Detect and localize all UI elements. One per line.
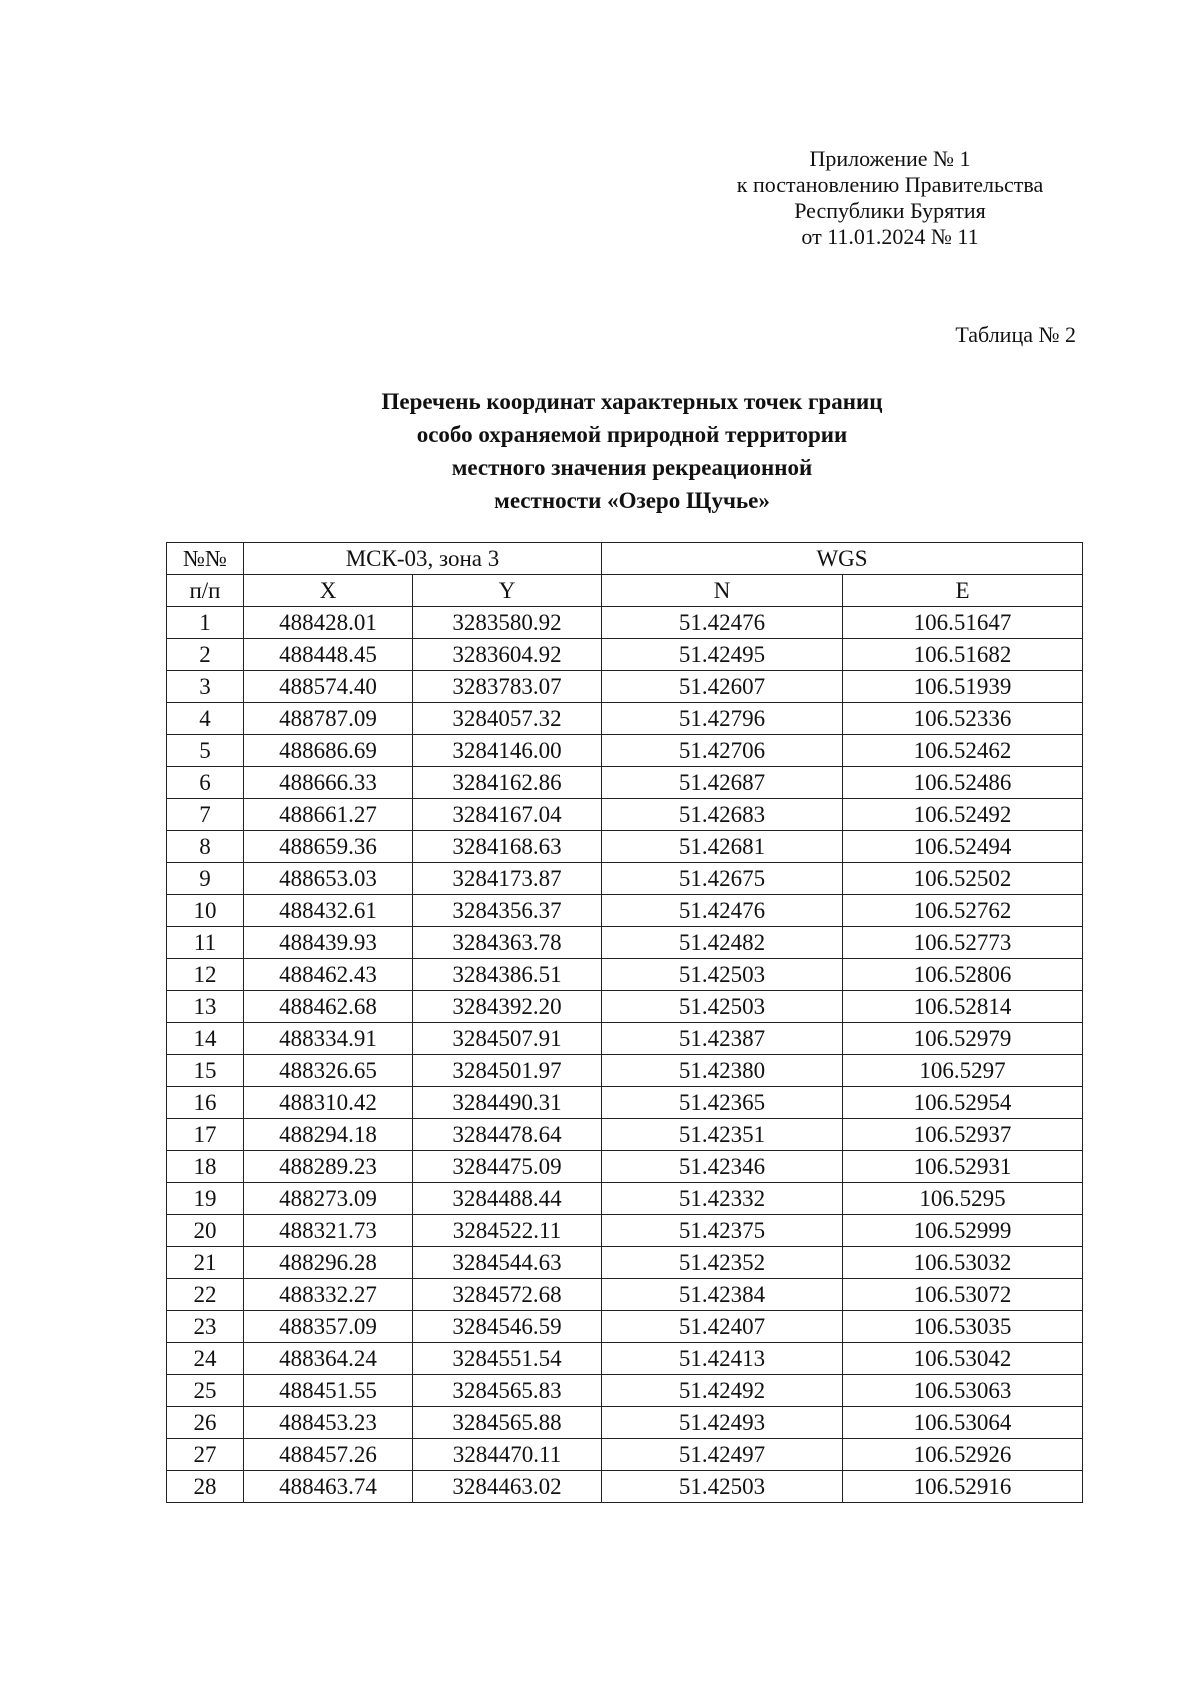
cell-y: 3284546.59 [413,1311,602,1343]
cell-n: 51.42796 [602,703,843,735]
cell-y: 3283580.92 [413,607,602,639]
cell-n: 51.42387 [602,1023,843,1055]
cell-x: 488310.42 [244,1087,413,1119]
cell-n: 51.42482 [602,927,843,959]
cell-x: 488653.03 [244,863,413,895]
cell-y: 3284463.02 [413,1471,602,1503]
cell-y: 3284167.04 [413,799,602,831]
table-row [167,1151,1083,1183]
coordinates-table [166,542,1083,1503]
cell-n: 51.42495 [602,639,843,671]
cell-number: 19 [167,1183,244,1215]
table-row [167,1215,1083,1247]
cell-x: 488364.24 [244,1343,413,1375]
appendix-line: Республики Бурятия [794,198,986,223]
cell-number: 8 [167,831,244,863]
cell-y: 3284565.83 [413,1375,602,1407]
cell-number: 25 [167,1375,244,1407]
cell-y: 3284551.54 [413,1343,602,1375]
table-row [167,895,1083,927]
title-line: Перечень координат характерных точек границ [381,389,883,414]
table-row [167,959,1083,991]
cell-n: 51.42493 [602,1407,843,1439]
cell-x: 488457.26 [244,1439,413,1471]
cell-y: 3284173.87 [413,863,602,895]
cell-n: 51.42503 [602,991,843,1023]
table-row [167,639,1083,671]
cell-y: 3284501.97 [413,1055,602,1087]
cell-number: 15 [167,1055,244,1087]
cell-e: 106.53035 [843,1311,1083,1343]
table-header [167,543,1083,607]
table-number-label: Таблица № 2 [955,322,1076,347]
cell-x: 488787.09 [244,703,413,735]
title-line: местного значения рекреационной [451,455,813,480]
cell-number: 21 [167,1247,244,1279]
cell-e: 106.52773 [843,927,1083,959]
table-row [167,1247,1083,1279]
cell-x: 488294.18 [244,1119,413,1151]
table-row [167,991,1083,1023]
cell-e: 106.5297 [843,1055,1083,1087]
cell-y: 3284565.88 [413,1407,602,1439]
cell-y: 3284507.91 [413,1023,602,1055]
header-e: E [843,575,1083,607]
cell-e: 106.52486 [843,767,1083,799]
table-row [167,831,1083,863]
cell-n: 51.42497 [602,1439,843,1471]
cell-number: 9 [167,863,244,895]
cell-n: 51.42384 [602,1279,843,1311]
table-row [167,1471,1083,1503]
cell-x: 488439.93 [244,927,413,959]
cell-n: 51.42351 [602,1119,843,1151]
table-row [167,703,1083,735]
cell-y: 3284386.51 [413,959,602,991]
cell-e: 106.53072 [843,1279,1083,1311]
cell-e: 106.52931 [843,1151,1083,1183]
cell-n: 51.42476 [602,895,843,927]
cell-number: 10 [167,895,244,927]
cell-e: 106.52937 [843,1119,1083,1151]
cell-x: 488289.23 [244,1151,413,1183]
cell-x: 488574.40 [244,671,413,703]
table-row [167,1087,1083,1119]
table-row [167,1439,1083,1471]
header-y: Y [413,575,602,607]
header-msk-group: МСК-03, зона 3 [244,543,602,575]
cell-x: 488332.27 [244,1279,413,1311]
cell-n: 51.42681 [602,831,843,863]
cell-e: 106.52502 [843,863,1083,895]
cell-number: 14 [167,1023,244,1055]
table-row [167,1343,1083,1375]
cell-x: 488296.28 [244,1247,413,1279]
table-row [167,767,1083,799]
cell-x: 488326.65 [244,1055,413,1087]
cell-e: 106.52954 [843,1087,1083,1119]
table-row [167,1023,1083,1055]
cell-number: 22 [167,1279,244,1311]
cell-number: 16 [167,1087,244,1119]
table-row [167,1375,1083,1407]
cell-n: 51.42607 [602,671,843,703]
cell-n: 51.42687 [602,767,843,799]
cell-y: 3284488.44 [413,1183,602,1215]
cell-x: 488428.01 [244,607,413,639]
cell-n: 51.42352 [602,1247,843,1279]
cell-n: 51.42683 [602,799,843,831]
cell-y: 3284475.09 [413,1151,602,1183]
table-row [167,1311,1083,1343]
cell-x: 488321.73 [244,1215,413,1247]
cell-e: 106.52979 [843,1023,1083,1055]
cell-x: 488462.43 [244,959,413,991]
cell-n: 51.42675 [602,863,843,895]
cell-e: 106.52492 [843,799,1083,831]
cell-y: 3284572.68 [413,1279,602,1311]
cell-x: 488686.69 [244,735,413,767]
cell-number: 13 [167,991,244,1023]
cell-e: 106.52336 [843,703,1083,735]
cell-y: 3284470.11 [413,1439,602,1471]
table-row [167,799,1083,831]
cell-y: 3284522.11 [413,1215,602,1247]
cell-y: 3284363.78 [413,927,602,959]
cell-n: 51.42375 [602,1215,843,1247]
cell-y: 3284544.63 [413,1247,602,1279]
cell-number: 11 [167,927,244,959]
cell-e: 106.52806 [843,959,1083,991]
cell-n: 51.42413 [602,1343,843,1375]
cell-number: 3 [167,671,244,703]
table-row [167,927,1083,959]
cell-number: 18 [167,1151,244,1183]
cell-e: 106.53064 [843,1407,1083,1439]
cell-e: 106.52762 [843,895,1083,927]
cell-n: 51.42365 [602,1087,843,1119]
cell-n: 51.42706 [602,735,843,767]
cell-n: 51.42492 [602,1375,843,1407]
cell-x: 488661.27 [244,799,413,831]
cell-e: 106.51647 [843,607,1083,639]
header-n: N [602,575,843,607]
cell-x: 488659.36 [244,831,413,863]
header-number-bottom: п/п [167,575,244,607]
cell-x: 488432.61 [244,895,413,927]
cell-e: 106.51682 [843,639,1083,671]
cell-n: 51.42503 [602,1471,843,1503]
cell-n: 51.42407 [602,1311,843,1343]
cell-number: 27 [167,1439,244,1471]
cell-e: 106.53032 [843,1247,1083,1279]
table-row [167,1279,1083,1311]
cell-e: 106.52916 [843,1471,1083,1503]
cell-number: 17 [167,1119,244,1151]
cell-number: 7 [167,799,244,831]
cell-y: 3283783.07 [413,671,602,703]
cell-e: 106.51939 [843,671,1083,703]
title-line: особо охраняемой природной территории [416,422,848,447]
table-row [167,607,1083,639]
cell-number: 28 [167,1471,244,1503]
document-title [222,385,1042,517]
table-row [167,1119,1083,1151]
title-line: местности «Озеро Щучье» [494,488,770,513]
cell-y: 3283604.92 [413,639,602,671]
cell-y: 3284168.63 [413,831,602,863]
table-row [167,1183,1083,1215]
appendix-line: от 11.01.2024 № 11 [801,224,979,249]
appendix-line: Приложение № 1 [809,146,971,171]
header-row-groups [167,543,1083,575]
cell-y: 3284356.37 [413,895,602,927]
cell-x: 488357.09 [244,1311,413,1343]
appendix-line: к постановлению Правительства [736,172,1044,197]
header-number-top: №№ [167,543,244,575]
table-body [167,607,1083,1503]
cell-y: 3284478.64 [413,1119,602,1151]
cell-n: 51.42332 [602,1183,843,1215]
cell-x: 488451.55 [244,1375,413,1407]
header-row-columns [167,575,1083,607]
cell-x: 488448.45 [244,639,413,671]
cell-number: 20 [167,1215,244,1247]
cell-n: 51.42346 [602,1151,843,1183]
cell-x: 488462.68 [244,991,413,1023]
cell-number: 5 [167,735,244,767]
cell-number: 6 [167,767,244,799]
cell-number: 4 [167,703,244,735]
cell-e: 106.53042 [843,1343,1083,1375]
cell-x: 488463.74 [244,1471,413,1503]
header-wgs-group: WGS [602,543,1083,575]
table-row [167,735,1083,767]
cell-y: 3284490.31 [413,1087,602,1119]
cell-e: 106.5295 [843,1183,1083,1215]
table-row [167,1407,1083,1439]
cell-x: 488334.91 [244,1023,413,1055]
cell-y: 3284146.00 [413,735,602,767]
cell-x: 488273.09 [244,1183,413,1215]
cell-number: 26 [167,1407,244,1439]
cell-x: 488453.23 [244,1407,413,1439]
cell-number: 23 [167,1311,244,1343]
cell-e: 106.52999 [843,1215,1083,1247]
cell-number: 1 [167,607,244,639]
cell-y: 3284057.32 [413,703,602,735]
cell-e: 106.53063 [843,1375,1083,1407]
cell-y: 3284162.86 [413,767,602,799]
cell-e: 106.52462 [843,735,1083,767]
cell-n: 51.42380 [602,1055,843,1087]
cell-e: 106.52926 [843,1439,1083,1471]
table-row [167,1055,1083,1087]
cell-e: 106.52494 [843,831,1083,863]
table-row [167,863,1083,895]
cell-n: 51.42503 [602,959,843,991]
cell-n: 51.42476 [602,607,843,639]
cell-y: 3284392.20 [413,991,602,1023]
cell-number: 12 [167,959,244,991]
header-x: X [244,575,413,607]
cell-x: 488666.33 [244,767,413,799]
cell-e: 106.52814 [843,991,1083,1023]
table-row [167,671,1083,703]
appendix-header [700,146,1080,250]
cell-number: 24 [167,1343,244,1375]
cell-number: 2 [167,639,244,671]
